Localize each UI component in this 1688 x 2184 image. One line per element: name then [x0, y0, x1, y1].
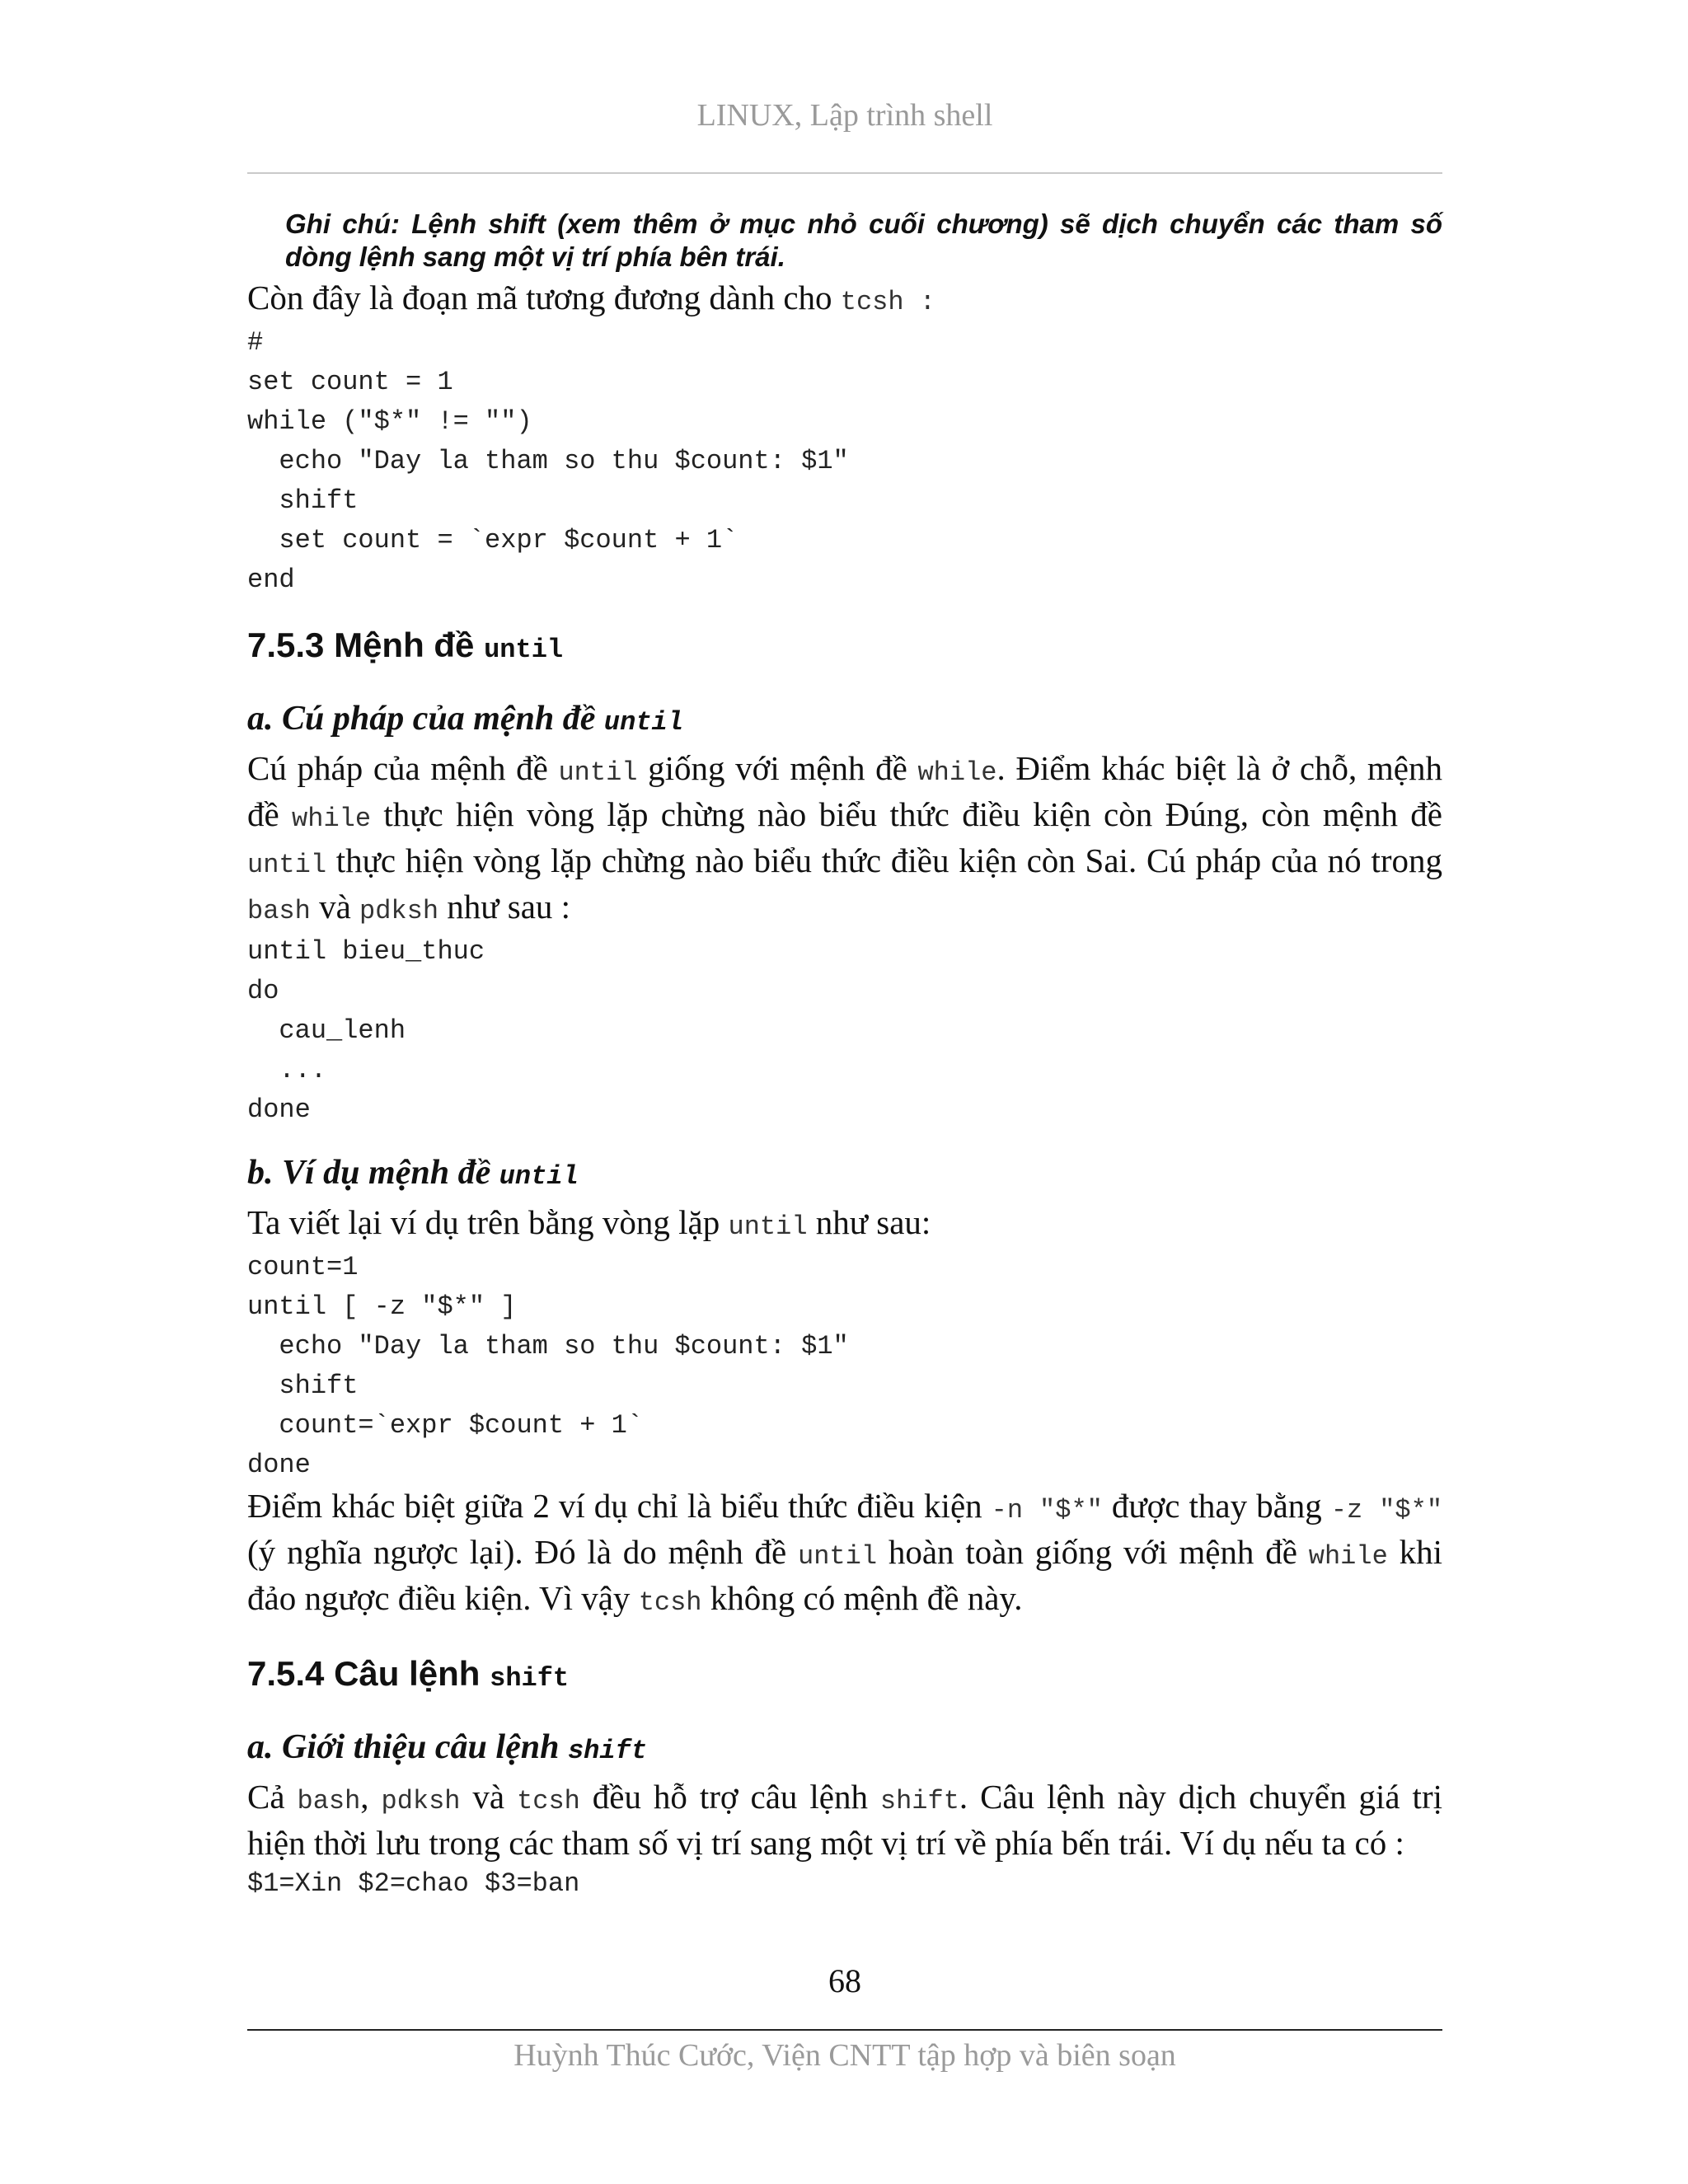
running-header: LINUX, Lập trình shell [696, 98, 993, 133]
header-rule [247, 172, 1442, 174]
subheading-754a: a. Giới thiệu câu lệnh shift [247, 1728, 647, 1766]
section-heading-754: 7.5.4 Câu lệnh shift [247, 1654, 570, 1694]
paragraph-until-example: Ta viết lại ví dụ trên bằng vòng lặp until như sau: [247, 1203, 931, 1242]
paragraph-difference: Điểm khác biệt giữa 2 ví dụ chỉ là biểu thức điều kiện -n "$*" được thay bằng -z "$*" (ý nghĩa ngược lại). Đó là do mệnh đề until hoàn toàn giống với mệnh đề while khi đảo ngược điều kiện. Vì vậy tcsh không có mệnh đề này. [247, 1487, 1443, 1618]
page-number: 68 [828, 1962, 861, 1999]
page-content [247, 208, 1442, 1904]
subheading-753a: a. Cú pháp của mệnh đề until [247, 700, 683, 738]
syntax-code-block: until bieu_thuc do cau_lenh ... done [247, 936, 485, 1125]
paragraph-shift-intro: Cả bash, pdksh và tcsh đều hỗ trợ câu lệnh shift. Câu lệnh này dịch chuyển giá trị hiện thời lưu trong các tham số vị trí sang một vị trí về phía bến trái. Ví dụ nếu ta có : [247, 1778, 1442, 1862]
tcsh-code-block: # set count = 1 while ("$*" != "") echo "Day la tham so thu $count: $1" shift set count = `expr $count + 1` end [247, 327, 849, 595]
shift-code-line: $1=Xin $2=chao $3=ban [247, 1868, 580, 1899]
footer-rule [247, 2029, 1442, 2031]
running-footer: Huỳnh Thúc Cước, Viện CNTT tập hợp và biên soạn [513, 2038, 1176, 2073]
subheading-753b: b. Ví dụ mệnh đề until [247, 1154, 579, 1192]
tcsh-intro: Còn đây là đoạn mã tương đương dành cho tcsh : [247, 279, 935, 317]
note-text: Ghi chú: Lệnh shift (xem thêm ở mục nhỏ cuối chương) sẽ dịch chuyển các tham số dòng lệnh sang một vị trí phía bên trái. [285, 209, 1442, 272]
until-code-block: count=1 until [ -z "$*" ] echo "Day la tham so thu $count: $1" shift count=`expr $count + 1` done [247, 1252, 849, 1480]
paragraph-until-syntax: Cú pháp của mệnh đề until giống với mệnh đề while. Điểm khác biệt là ở chỗ, mệnh đề while thực hiện vòng lặp chừng nào biểu thức điều kiện còn Đúng, còn mệnh đề until thực hiện vòng lặp chừng nào biểu thức điều kiện còn Sai. Cú pháp của nó trong bash và pdksh như sau : [247, 749, 1442, 926]
section-heading-753: 7.5.3 Mệnh đề until [247, 626, 564, 665]
